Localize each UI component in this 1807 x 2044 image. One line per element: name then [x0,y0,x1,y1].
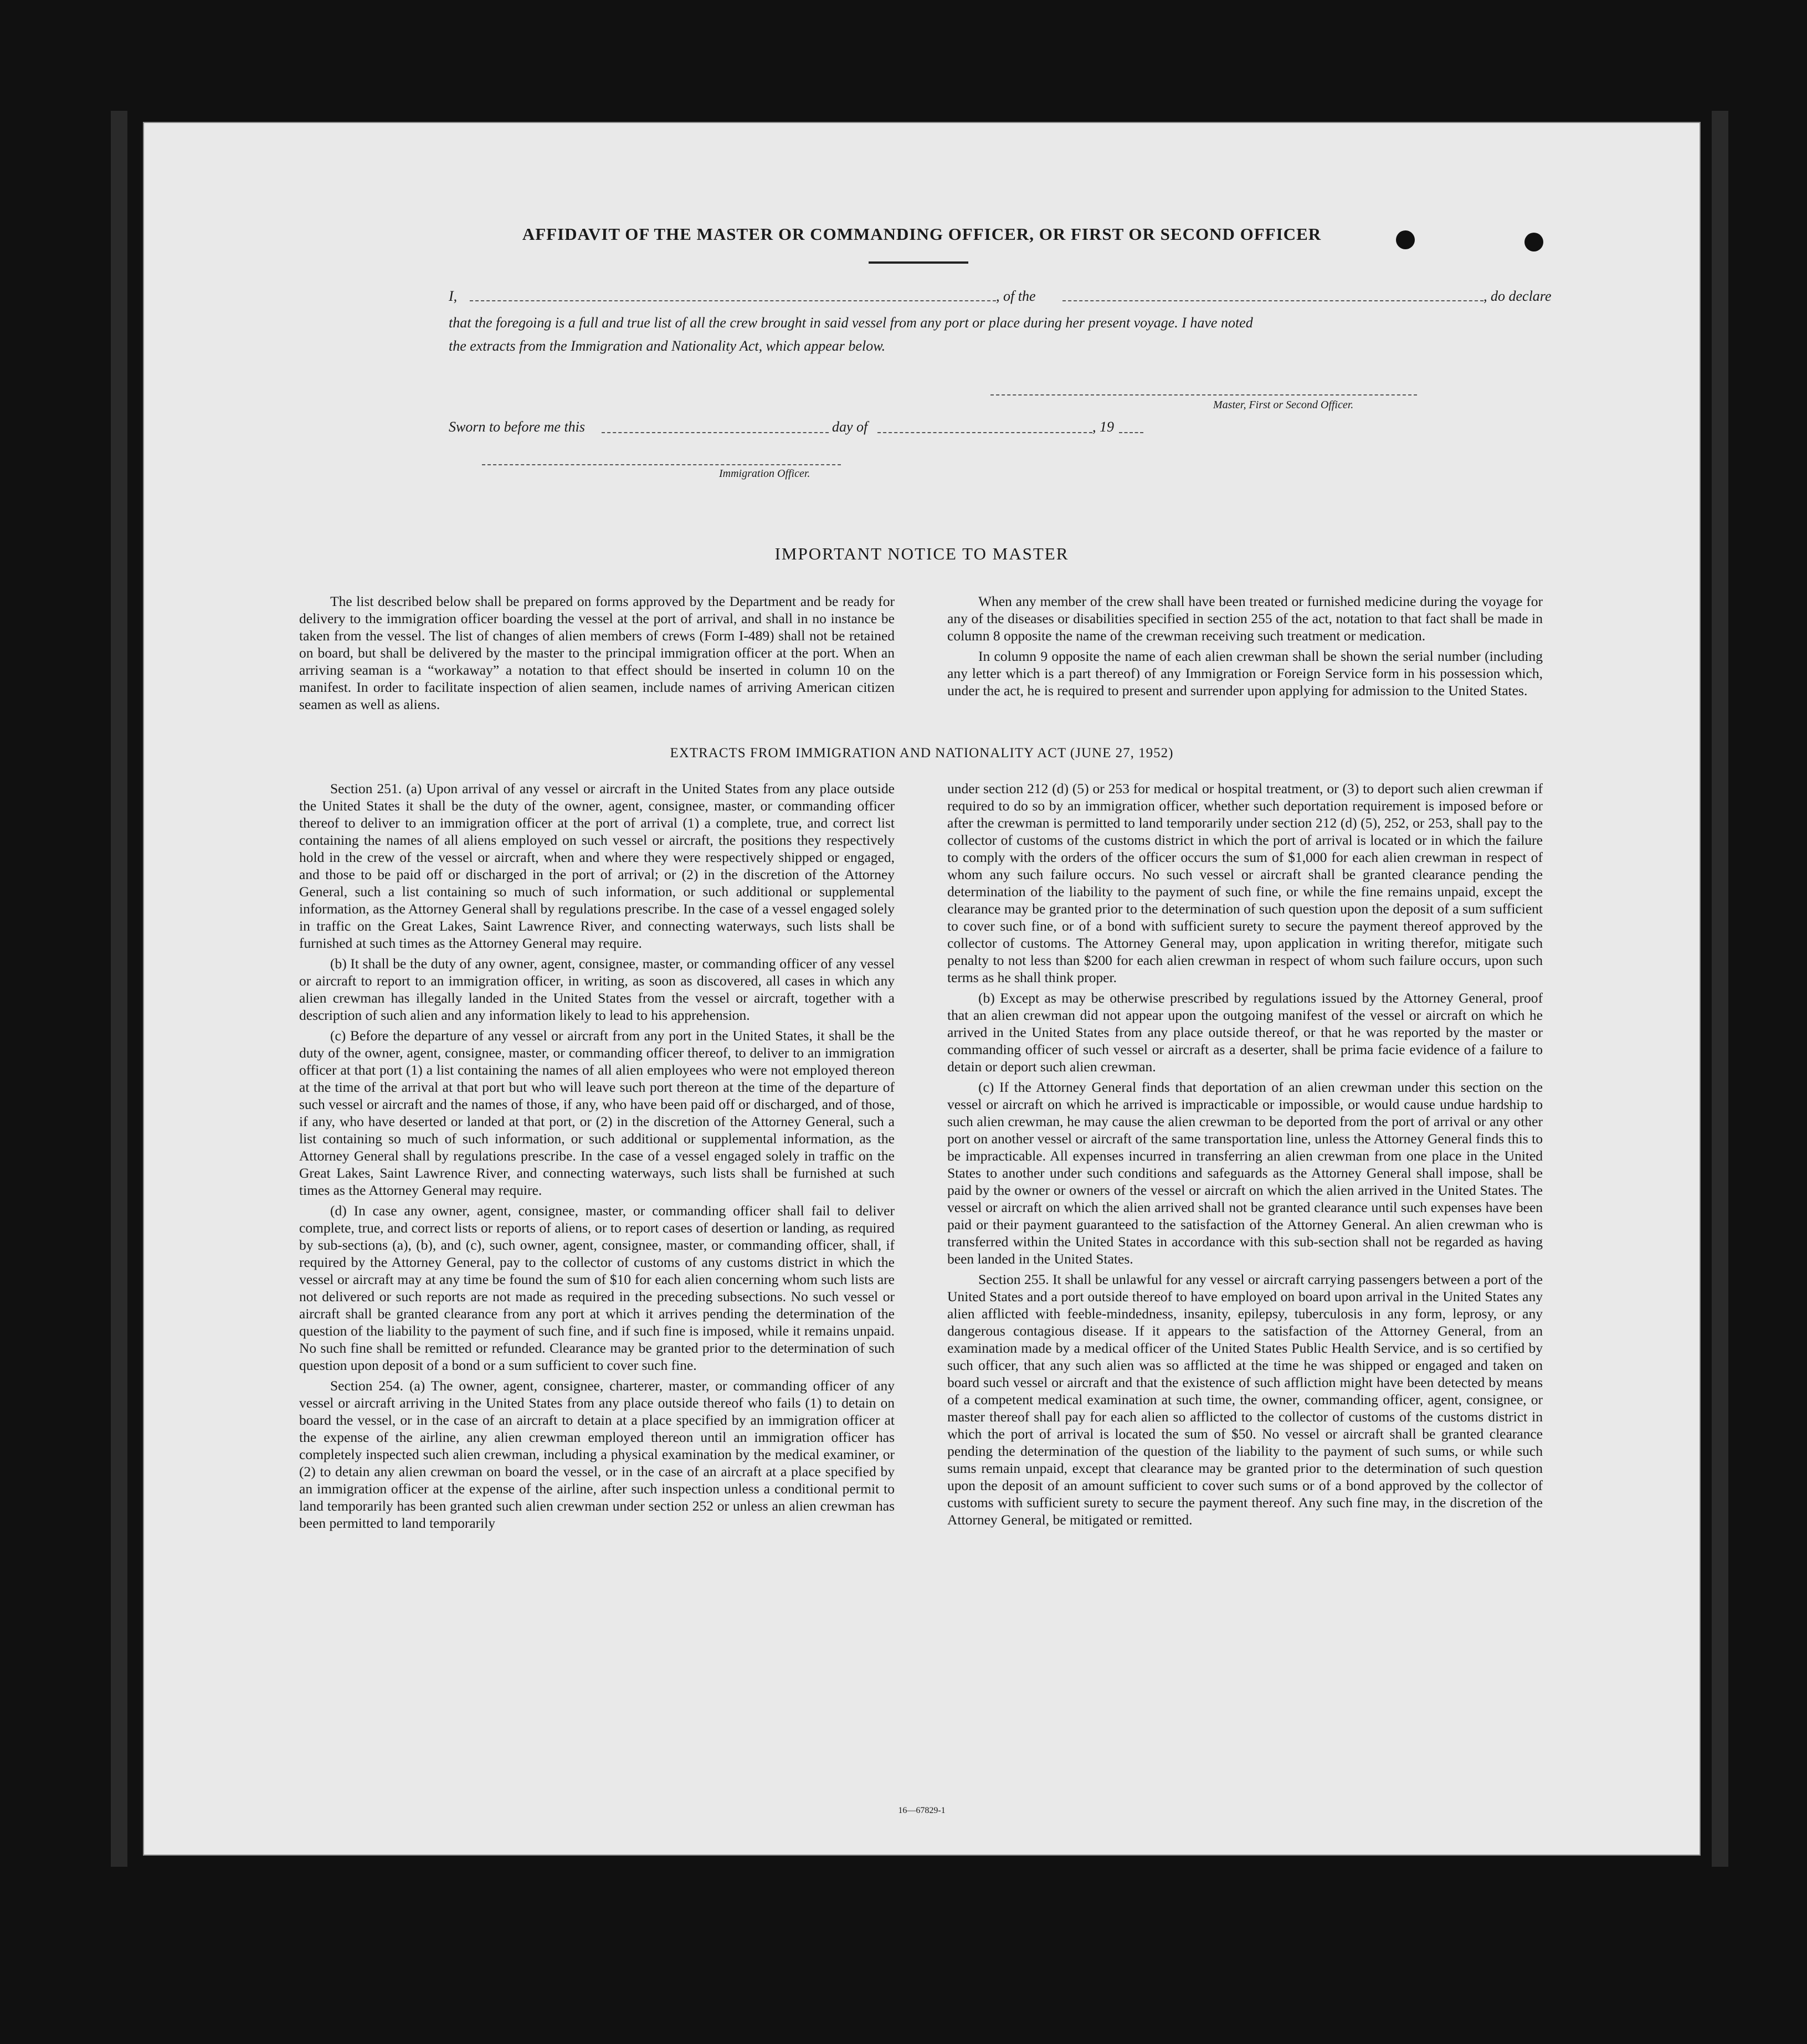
act-paragraph: (d) In case any owner, agent, consignee, master, or commanding officer shall fail to deliver complete, true, and correct lists or reports of aliens, or to report cases of desertion or landing, as required by sub-sections (a), (b), and (c), such owner, agent, consignee, master, or commanding officer, shall, if required by the Attorney General, pay to the collector of customs of any customs district in which the vessel or aircraft may at any time be found the sum of $10 for each alien concerning whom such lists are not delivered or such reports are not made as required in the preceding subsections. No such vessel or aircraft shall be granted clearance from any port at which it arrives pending the determination of the question of the liability to the payment of such fine, and if such fine is imposed, while it remains unpaid. No such fine shall be remitted or refunded. Clearance may be granted prior to the determination of such question upon deposit of a bond or a sum sufficient to cover such fine. [299,1203,895,1373]
declarant-label: I, [449,288,458,304]
notice-title: IMPORTANT NOTICE TO MASTER [774,544,1069,563]
document-page [143,122,1701,1856]
master-signature-field [990,394,1417,396]
day-of-label: day of [832,419,868,435]
vessel-name-field [1062,300,1483,301]
master-caption: Master, First or Second Officer. [1213,399,1354,411]
notice-left-column [299,593,895,716]
act-paragraph: Section 251. (a) Upon arrival of any vessel or aircraft in the United States from any place outside the United States it shall be the duty of the owner, agent, consignee, master, or commanding officer thereof to deliver to an immigration officer at the port of arrival (1) a complete, true, and correct list containing the names of all aliens employed on such vessel or aircraft, the positions they respectively hold in the crew of the vessel or aircraft, when and where they were respectively shipped or engaged, and those to be paid off or discharged in the port of arrival; or (2) in the discretion of the Attorney General, such a list containing so much of such information, or such additional or supplemental information, as the Attorney General shall by regulations prescribe. In the case of a vessel engaged solely in traffic on the Great Lakes, Saint Lawrence River, and connecting waterways, such lists shall be furnished at such times as the Attorney General may require. [299,780,895,951]
sworn-month-field [877,432,1092,433]
year-label: , 19 [1092,419,1114,435]
act-paragraph: (c) Before the departure of any vessel or aircraft from any port in the United States, it shall be the duty of the owner, agent, consignee, master, or commanding officer thereof, to deliver to an immigration officer at that port (1) a list containing the names of all alien employees who were not employed thereon at the time of the arrival at that port but who will leave such port thereon at the time of the departure of such vessel or aircraft and the names of those, if any, who have been paid off or discharged, and of those, if any, who have deserted or landed at that port, or (2) in the discretion of the Attorney General, such a list containing so much of such information, or such additional or supplemental information, as the Attorney General shall by regulations prescribe. In the case of a vessel engaged solely in traffic on the Great Lakes, Saint Lawrence River, and connecting waterways, such lists shall be furnished at such times as the Attorney General may require. [299,1028,895,1198]
officer-caption: Immigration Officer. [719,468,810,480]
act-paragraph: (c) If the Attorney General finds that deportation of an alien crewman under this section on the vessel or aircraft on which he arrived is impracticable or impossible, or would cause undue hardship to such alien crewman, he may cause the alien crewman to be deported from the port of arrival or any other port on another vessel or aircraft of the same transportation line, unless the Attorney General finds this to be impracticable. All expenses incurred in transferring an alien crewman from one place in the United States to another under such conditions and safeguards as the Attorney General shall impose, shall be paid by the owner or owners of the vessel or aircraft on which the alien arrived in the United States. The vessel or aircraft on which the alien arrived shall not be granted clearance until such expenses have been paid or their payment guaranteed to the satisfaction of the Attorney General. An alien crewman who is transferred within the United States in accordance with this sub-section shall not be regarded as having been landed in the United States. [947,1079,1543,1267]
extracts-title: EXTRACTS FROM IMMIGRATION AND NATIONALITY ACT (JUNE 27, 1952) [670,746,1174,761]
sworn-label: Sworn to before me this [449,419,586,435]
scan-border-left [111,111,127,1867]
notice-paragraph: In column 9 opposite the name of each alien crewman shall be shown the serial number (including any letter which is a part thereof) of any Immigration or Foreign Service form in his possession which, under the act, he is required to present and surrender upon applying for admission to the United States. [947,648,1543,699]
declare-label: , do declare [1483,288,1552,304]
affidavit-title: AFFIDAVIT OF THE MASTER OR COMMANDING OFFICER, OR FIRST OR SECOND OFFICER [522,224,1322,244]
act-paragraph: Section 255. It shall be unlawful for any vessel or aircraft carrying passengers between a port of the United States and a port outside thereof to have employed on board upon arrival in the United States any alien afflicted with feeble-mindedness, insanity, epilepsy, tuberculosis in any form, leprosy, or any dangerous contagious disease. If it appears to the satisfaction of the Attorney General, from an examination made by a medical officer of the United States Public Health Service, and is so certified by such officer, that any such alien was so afflicted at the time he was shipped or engaged and taken on board such vessel or aircraft and that the existence of such affliction might have been detected by means of a competent medical examination at such time, the owner, commanding officer, agent, consignee, or master thereof shall pay for each alien so afflicted to the collector of customs of the customs district in which the port of arrival is located the sum of $50. No vessel or aircraft shall be granted clearance pending the determination of the question of the liability to the payment of such sums, or while such sums remain unpaid, except that clearance may be granted prior to the determination of such question upon the deposit of an amount sufficient to cover such sums or of a bond approved by the collector of customs with sufficient surety to secure the payment thereof. Any such fine may, in the discretion of the Attorney General, be mitigated or remitted. [947,1271,1543,1528]
ink-blot [1524,233,1543,251]
act-paragraph: (b) It shall be the duty of any owner, agent, consignee, master, or commanding officer of any vessel or aircraft to report to an immigration officer, in writing, as soon as discovered, all cases in which any alien crewman has illegally landed in the United States from the vessel or aircraft, together with a description of such alien and any information likely to lead to his apprehension. [299,956,895,1023]
vessel-label: , of the [996,288,1036,304]
title-underline [869,261,968,264]
notice-paragraph: The list described below shall be prepared on forms approved by the Department and be ready for delivery to the immigration officer boarding the vessel at the port of arrival, and shall in no instance be taken from the vessel. The list of changes of alien members of crews (Form I-489) shall not be retained on board, but shall be delivered by the master to the principal immigration officer at the port. When an arriving seaman is a “workaway” a notation to that effect should be inserted in column 10 on the manifest. In order to facilitate inspection of alien seamen, include names of arriving American citizen seamen as well as aliens. [299,593,895,712]
scan-border-right [1712,111,1728,1867]
notice-right-column [947,593,1543,702]
sworn-day-field [602,432,829,433]
declaration-line: that the foregoing is a full and true list of all the crew brought in said vessel from any port or place during her present voyage. I have noted [449,315,1253,331]
form-number: 16—67829-1 [898,1806,946,1815]
notice-paragraph: When any member of the crew shall have been treated or furnished medicine during the voyage for any of the diseases or disabilities specified in section 255 of the act, notation to that fact shall be made in column 8 opposite the name of the crewman receiving such treatment or medication. [947,593,1543,644]
extracts-right-column [947,780,1543,1532]
ink-blot [1396,230,1415,249]
declaration-line: the extracts from the Immigration and Nationality Act, which appear below. [449,338,886,354]
act-paragraph: Section 254. (a) The owner, agent, consignee, charterer, master, or commanding officer of any vessel or aircraft arriving in the United States from any place outside thereof who fails (1) to detain on board the vessel, or in the case of an aircraft to detain at a place specified by an immigration officer at the expense of the airline, any alien crewman employed thereon until an immigration officer has completely inspected such alien crewman, including a physical examination by the medical examiner, or (2) to detain any alien crewman on board the vessel, or in the case of an aircraft at a place specified by an immigration officer at the expense of the airline, after such inspection unless a conditional permit to land temporarily has been granted such alien crewman under section 252 or unless an alien crewman has been permitted to land temporarily [299,1378,895,1531]
act-paragraph: under section 212 (d) (5) or 253 for medical or hospital treatment, or (3) to deport such alien crewman if required to do so by an immigration officer, whether such deportation requirement is imposed before or after the crewman is permitted to land temporarily under section 212 (d) (5), 252, or 253, shall pay to the collector of customs of the customs district in which the port of arrival is located or in which the failure to comply with the orders of the officer occurs the sum of $1,000 for each alien crewman in respect of whom any such failure occurs. No such vessel or aircraft shall be granted clearance pending the determination of the liability to the payment of such fine, or while the fine remains unpaid, except the clearance may be granted prior to the determination of such question upon the deposit of a sum sufficient to cover such fine, or of a bond with sufficient surety to secure the payment thereof approved by the collector of customs. The Attorney General may, upon application in writing therefor, mitigate such penalty to not less than $200 for each alien crewman in respect of whom such failure occurs, upon such terms as he shall think proper. [947,780,1543,985]
sworn-year-field [1119,432,1143,433]
declarant-name-field [470,300,996,301]
act-paragraph: (b) Except as may be otherwise prescribed by regulations issued by the Attorney General, proof that an alien crewman did not appear upon the outgoing manifest of the vessel or aircraft on which he arrived in the United States from any place outside thereof, or that he was reported by the master or commanding officer of such vessel or aircraft as a deserter, shall be prima facie evidence of a failure to detain or deport such alien crewman. [947,990,1543,1075]
extracts-left-column [299,780,895,1535]
officer-signature-field [482,464,841,465]
